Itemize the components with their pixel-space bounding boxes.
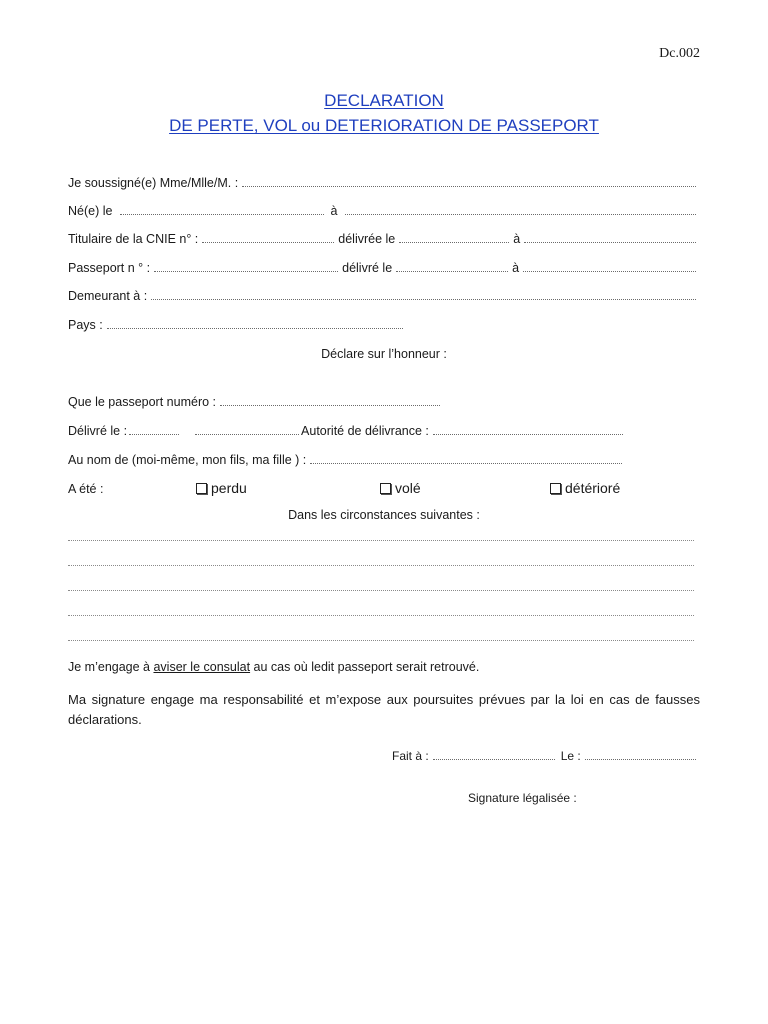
passeport-delivre-label: délivré le [342, 261, 393, 275]
demeurant-label: Demeurant à : [68, 289, 148, 303]
option-perdu-label: perdu [211, 480, 247, 496]
cnie-field[interactable] [202, 242, 334, 243]
autorite-label: Autorité de délivrance : [301, 424, 429, 438]
cnie-label: Titulaire de la CNIE n° : [68, 232, 199, 246]
delivre-le-field[interactable] [129, 434, 179, 435]
engagement-suffix: au cas où ledit passeport serait retrouvé. [250, 660, 480, 674]
demeurant-row [68, 287, 700, 303]
a-ete-label: A été : [68, 482, 104, 496]
numero-field[interactable] [220, 405, 440, 406]
pays-field[interactable] [107, 328, 403, 329]
soussigne-field[interactable] [242, 186, 696, 187]
circumstances-line-4[interactable] [68, 615, 694, 616]
aviser-consulat-text: aviser le consulat [153, 660, 251, 674]
delivre-le-field-extra[interactable] [195, 434, 299, 435]
cnie-a-label: à [513, 232, 521, 246]
demeurant-field[interactable] [151, 299, 696, 300]
declare-heading: Déclare sur l’honneur : [321, 347, 447, 361]
checkbox-perdu[interactable] [196, 483, 207, 494]
cnie-delivree-field[interactable] [399, 242, 509, 243]
delivre-row [68, 422, 700, 438]
au-nom-row [68, 451, 700, 467]
circumstances-line-2[interactable] [68, 565, 694, 566]
circumstances-line-3[interactable] [68, 590, 694, 591]
option-deteriore[interactable] [550, 480, 620, 496]
fait-a-label: Fait à : [392, 749, 429, 763]
soussigne-label: Je soussigné(e) Mme/Mlle/M. : [68, 176, 239, 190]
cnie-delivree-label: délivrée le [338, 232, 396, 246]
au-nom-field[interactable] [310, 463, 622, 464]
title-subject: DE PERTE, VOL ou DETERIORATION DE PASSEPORT [169, 116, 599, 135]
ne-le-label: Né(e) le [68, 204, 113, 218]
signature-statement: Ma signature engage ma responsabilité et m’expose aux poursuites prévues par la loi en cas de fausses déclarations. [68, 692, 700, 727]
option-vole-label: volé [395, 480, 421, 496]
le-label: Le : [560, 749, 581, 763]
option-deteriore-label: détérioré [565, 480, 621, 496]
autorite-field[interactable] [433, 434, 623, 435]
option-perdu[interactable] [196, 480, 247, 496]
fait-row [392, 747, 700, 763]
fait-a-field[interactable] [433, 759, 555, 760]
checkbox-deteriore[interactable] [550, 483, 561, 494]
signature-label: Signature légalisée : [468, 791, 577, 805]
cnie-row [68, 230, 700, 246]
ne-a-field[interactable] [345, 214, 696, 215]
title-declaration: DECLARATION [324, 91, 444, 110]
pays-row [68, 316, 700, 332]
passeport-a-label: à [512, 261, 520, 275]
delivre-le-label: Délivré le : [68, 424, 128, 438]
cnie-a-field[interactable] [524, 242, 696, 243]
etat-row [68, 480, 708, 498]
passeport-label: Passeport n ° : [68, 261, 151, 275]
passeport-delivre-field[interactable] [396, 271, 508, 272]
au-nom-label: Au nom de (moi-même, mon fils, ma fille ) : [68, 453, 307, 467]
circumstances-heading: Dans les circonstances suivantes : [288, 508, 480, 522]
numero-label: Que le passeport numéro : [68, 395, 216, 409]
circumstances-line-1[interactable] [68, 540, 694, 541]
naissance-row [68, 202, 700, 218]
engagement-text [68, 660, 479, 674]
checkbox-vole[interactable] [380, 483, 391, 494]
circumstances-line-5[interactable] [68, 640, 694, 641]
passeport-a-field[interactable] [523, 271, 696, 272]
pays-label: Pays : [68, 318, 103, 332]
document-reference: Dc.002 [659, 46, 700, 61]
passeport-row [68, 259, 700, 275]
numero-row [68, 393, 700, 409]
option-vole[interactable] [380, 480, 421, 496]
passeport-field[interactable] [154, 271, 338, 272]
le-field[interactable] [585, 759, 696, 760]
engagement-prefix: Je m’engage à [68, 660, 154, 674]
ne-le-field[interactable] [120, 214, 324, 215]
soussigne-row [68, 174, 700, 190]
ne-a-label: à [330, 204, 338, 218]
